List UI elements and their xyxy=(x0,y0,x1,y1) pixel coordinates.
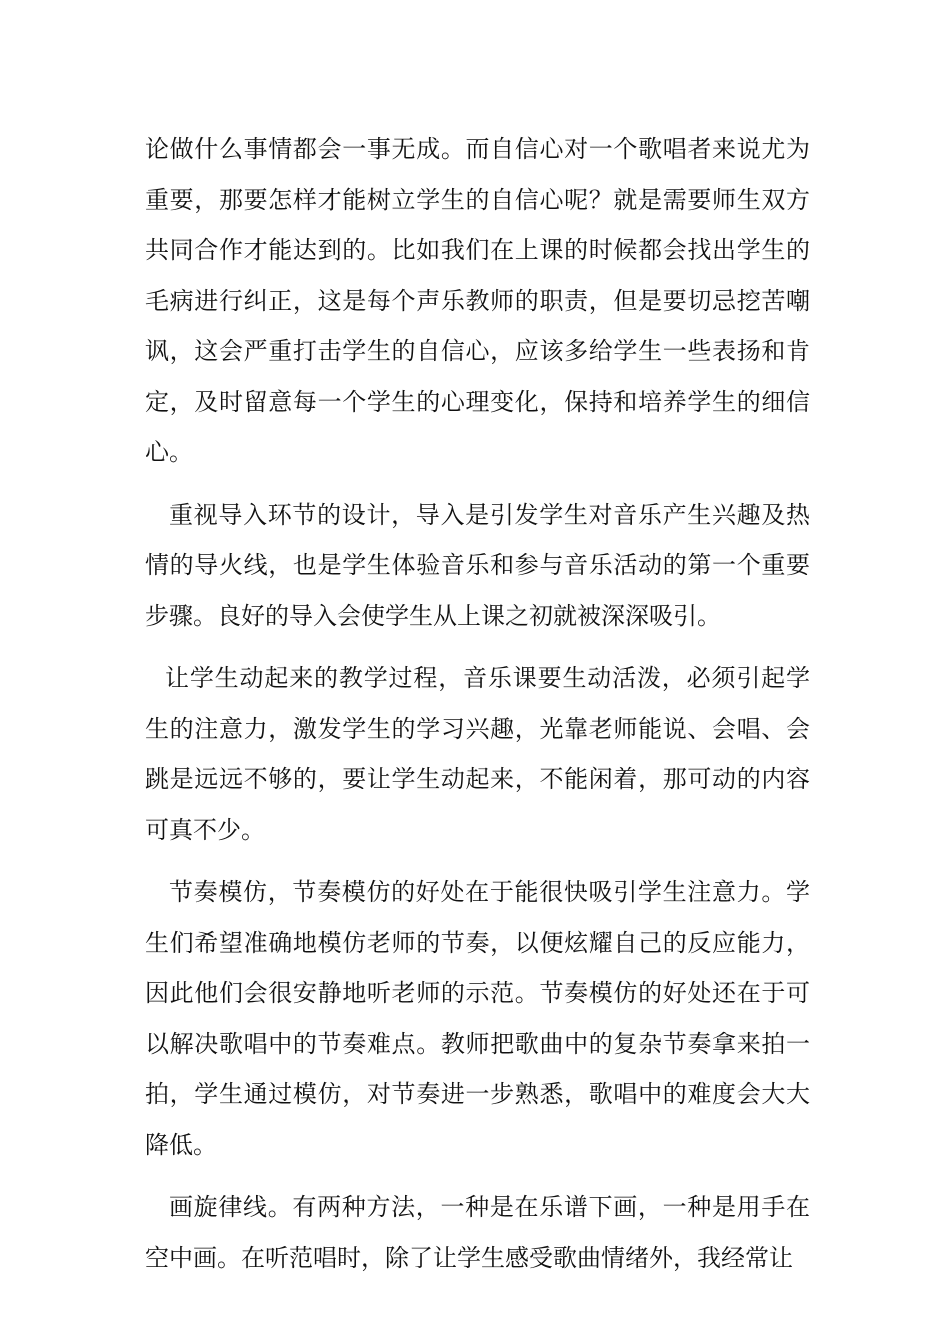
document-page xyxy=(145,124,810,1283)
paragraph-rhythm-imitation: 节奏模仿，节奏模仿的好处在于能很快吸引学生注意力。学生们希望准确地模仿老师的节奏，以便炫耀自己的反应能力，因此他们会很安静地听老师的示范。节奏模仿的好处还在于可以解决歌唱中的节奏难点。教师把歌曲中的复杂节奏拿来拍一拍，学生通过模仿，对节奏进一步熟悉，歌唱中的难度会大大降低。 xyxy=(145,878,810,1159)
paragraph-melody-line: 画旋律线。有两种方法，一种是在乐谱下画，一种是用手在空中画。在听范唱时，除了让学生感受歌曲情绪外，我经常让 xyxy=(145,1193,810,1272)
paragraph-lesson-introduction: 重视导入环节的设计，导入是引发学生对音乐产生兴趣及热情的导火线，也是学生体验音乐和参与音乐活动的第一个重要步骤。良好的导入会使学生从上课之初就被深深吸引。 xyxy=(145,500,810,630)
paragraph-self-confidence: 论做什么事情都会一事无成。而自信心对一个歌唱者来说尤为重要，那要怎样才能树立学生的自信心呢？就是需要师生双方共同合作才能达到的。比如我们在上课的时候都会找出学生的毛病进行纠正，这是每个声乐教师的职责，但是要切忌挖苦嘲讽，这会严重打击学生的自信心，应该多给学生一些表扬和肯定，及时留意每一个学生的心理变化，保持和培养学生的细信心。 xyxy=(145,135,810,466)
paragraph-active-teaching: 让学生动起来的教学过程，音乐课要生动活泼，必须引起学生的注意力，激发学生的学习兴趣，光靠老师能说、会唱、会跳是远远不够的，要让学生动起来，不能闲着，那可动的内容可真不少。 xyxy=(145,664,810,844)
